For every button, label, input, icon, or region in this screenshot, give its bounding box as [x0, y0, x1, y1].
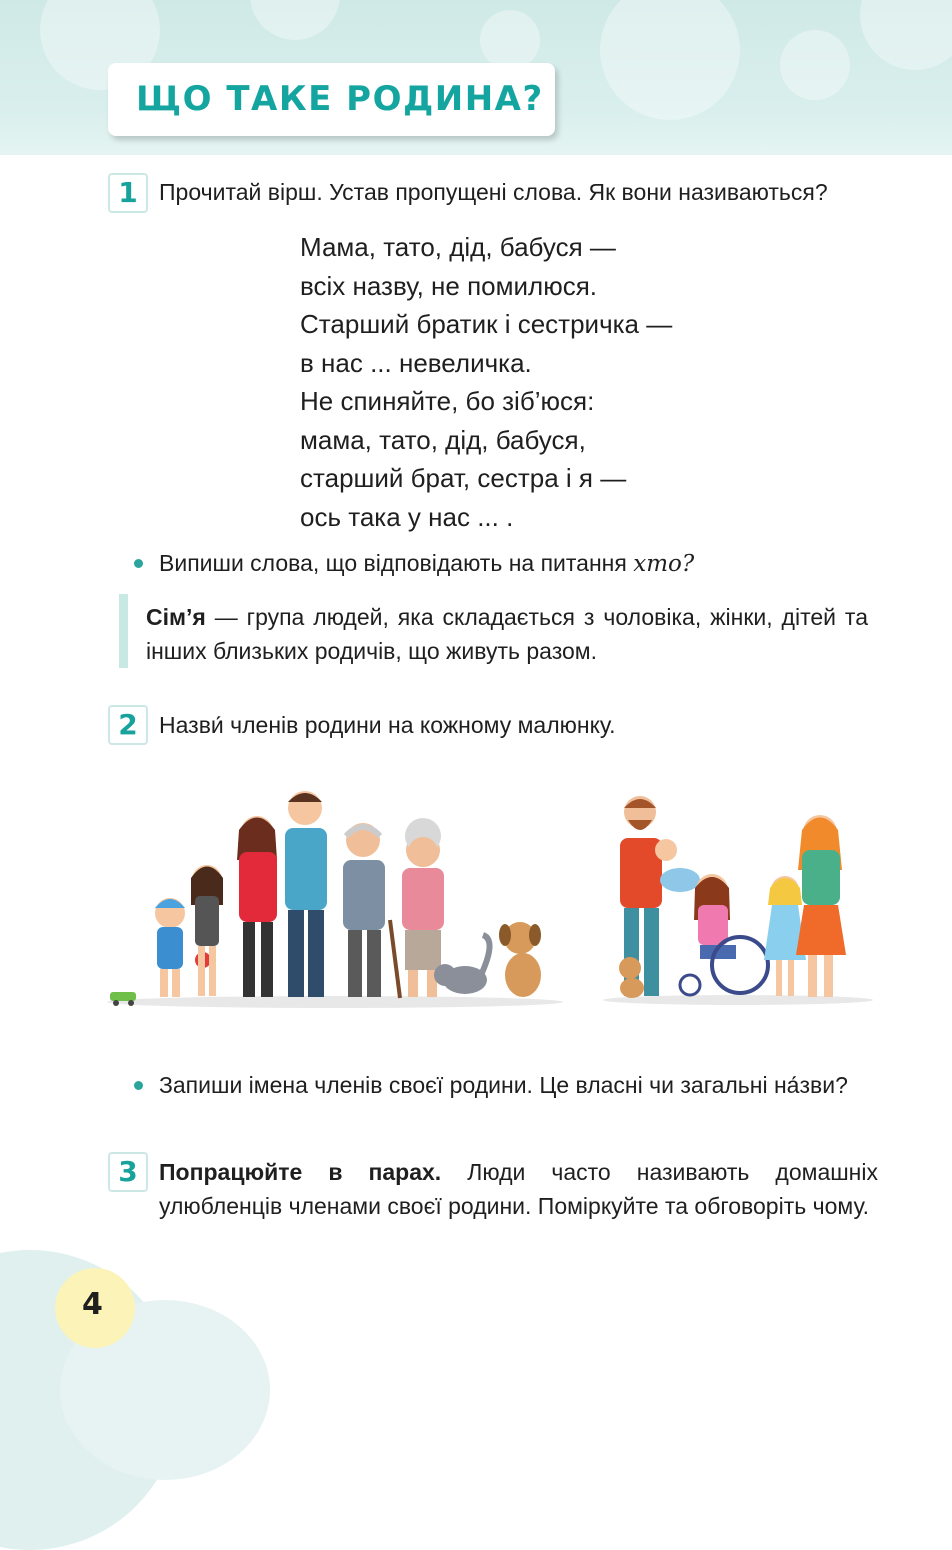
- task3-body: Люди часто називають домашніх улюбленців членами своєї родини. Поміркуйте та обговоріть чому.: [159, 1159, 878, 1219]
- task1-bullet: [159, 546, 694, 581]
- family-illustration-1: [105, 770, 565, 1015]
- poem-line: старший брат, сестра і я —: [300, 463, 627, 493]
- task2-instruction: Назви́ членів родини на кожному малюнку.: [159, 712, 616, 738]
- definition-text: — група людей, яка складається з чоловіка, жінки, дітей та інших близьких родичів, що живуть разом.: [146, 604, 868, 664]
- page-number: 4: [82, 1287, 103, 1322]
- bullet-icon: [134, 559, 143, 568]
- task-number-3: 3: [108, 1152, 148, 1192]
- definition: [146, 600, 868, 668]
- poem-line: в нас ... невеличка.: [300, 347, 532, 378]
- family-illustration-2: [600, 790, 875, 1010]
- poem-line: Старший братик і сестричка —: [300, 309, 673, 339]
- title-card: [108, 63, 555, 136]
- poem-line: Мама, тато, дід, бабуся —: [300, 232, 616, 262]
- task3-bold: Попрацюйте в парах.: [159, 1159, 442, 1185]
- poem-line: мама, тато, дід, бабуся,: [300, 424, 586, 455]
- task1-bullet-question: хто?: [633, 551, 695, 577]
- poem-line: Не спиняйте, бо зіб’юся:: [300, 386, 595, 416]
- poem-line: ось така у нас ... .: [300, 501, 514, 532]
- task1-instruction: Прочитай вірш. Устав пропущені слова. Як вони називаються?: [159, 179, 828, 205]
- task-number-1: 1: [108, 173, 148, 213]
- definition-bar: [119, 594, 128, 668]
- definition-term: Сім’я: [146, 604, 206, 630]
- page-title: ЩО ТАКЕ РОДИНА?: [136, 79, 544, 119]
- task3-text: [159, 1155, 878, 1223]
- poem: [300, 228, 672, 536]
- task2-bullet: Запиши імена членів своєї родини. Це власні чи загальні на́зви?: [159, 1072, 848, 1098]
- task1-bullet-text: Випиши слова, що відповідають на питання: [159, 550, 634, 576]
- bullet-icon: [134, 1081, 143, 1090]
- task-number-2: 2: [108, 705, 148, 745]
- poem-line: всіх назву, не помилюся.: [300, 270, 598, 301]
